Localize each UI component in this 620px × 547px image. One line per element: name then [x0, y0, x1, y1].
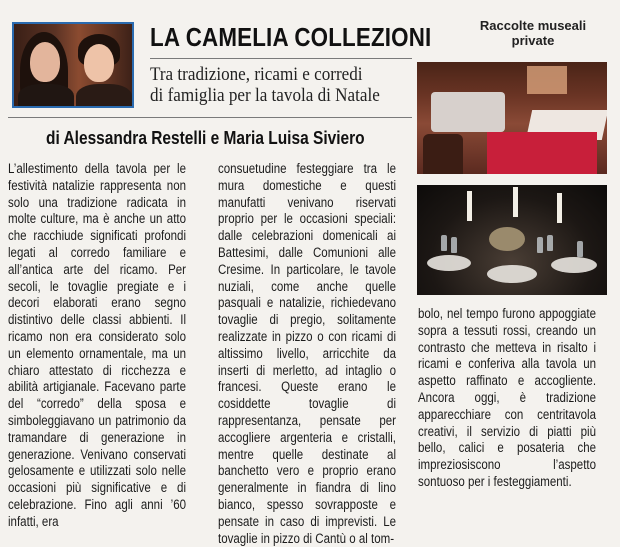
byline: di Alessandra Restelli e Maria Luisa Siviero — [46, 128, 365, 148]
title-underline — [150, 58, 412, 59]
subtitle-line-1: Tra tradizione, ricami e corredi — [150, 64, 363, 85]
authors-photo — [12, 22, 134, 108]
article-column-2 — [218, 161, 396, 547]
column-2-text: consuetudine festeggiare tra le mura domestiche e questi manufatti venivano riservati proprio per le occasioni speciali: dalle celebrazioni domenicali ai Battesimi, dalle Comunioni alle Cresime. In particolare, le tavole nuziali, come anche quelle pasquali e natalizie, richiedevano tovaglie di pregio, solitamente realizzate in pizzo o con ricami di altissimo livello, arricchite da inserti di merletto, ad intaglio o francesi. Queste erano le cosiddette tovaglie di rappresentanza, pensate per accogliere argenteria e cristalli, mentre quelle destinate al banchetto vero e proprio erano generalmente in fiandra di lino bianco, spesso sovrapposte e pensate in caso di imprevisti. Le tovaglie in pizzo di Cantù o al tom- — [218, 161, 397, 546]
table-setting-photo — [417, 185, 607, 295]
column-1-text: L’allestimento della tavola per le festività natalizie rappresenta non solo una tradizione radicata in molte culture, ma è anche un atto che racchiude significati profondi legati al corredo familiare e all’antica arte del ricamo. Per secoli, le tovaglie pregiate e i decori elaborati erano segno distintivo delle classi abbienti. Il ricamo non era considerato solo un elemento ornamentale, ma un chiaro attestato di ricchezza e abilità artigianale. Facevano parte del “corredo” della sposa e simboleggiavano un patrimonio da tramandare di generazione in generazione. Venivano conservati gelosamente e utilizzati solo nelle occasioni più significative e di celebrazione. Fino agli anni ’60 infatti, era — [8, 161, 187, 529]
article-subtitle — [150, 64, 411, 106]
article-column-1 — [8, 161, 186, 531]
subtitle-line-2: di famiglia per la tavola di Natale — [150, 85, 380, 106]
header-divider — [8, 117, 412, 118]
section-rubric: Raccolte museali private — [479, 18, 587, 48]
dining-room-photo — [417, 62, 607, 174]
article-title: LA CAMELIA COLLEZIONI — [150, 22, 432, 52]
article-column-3 — [418, 306, 596, 491]
column-3-text: bolo, nel tempo furono appoggiate sopra a tessuti rossi, creando un contrasto che metteva in risalto i ricami e conferiva alla tavola un aspetto raffinato e accogliente. Ancora oggi, è tradizione apparecchiare con centritavola creativi, il servizio di piatti più bello, calici e posateria che impreziosiscono l’aspetto sontuoso per i festeggiamenti. — [418, 306, 597, 489]
